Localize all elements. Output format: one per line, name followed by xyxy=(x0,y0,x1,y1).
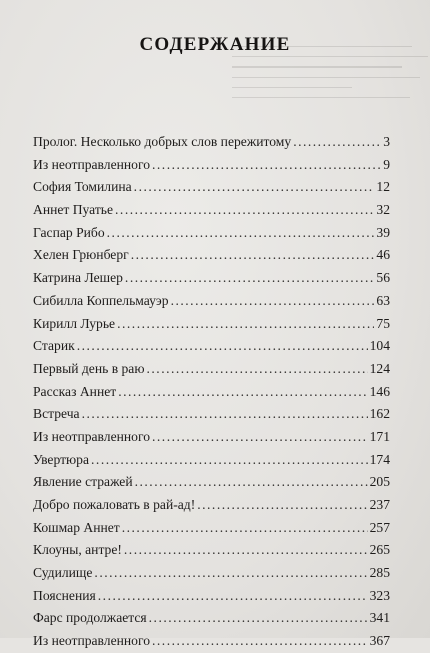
toc-entry-page: 237 xyxy=(369,497,390,512)
dot-leader xyxy=(124,539,368,562)
dot-leader xyxy=(107,222,375,245)
dot-leader xyxy=(147,358,368,381)
toc-entry-page: 124 xyxy=(369,360,390,376)
dot-leader xyxy=(94,562,367,585)
dot-leader xyxy=(293,131,381,154)
dot-leader xyxy=(125,267,374,290)
toc-entry xyxy=(33,358,390,381)
toc-entry xyxy=(33,335,390,358)
toc-entry xyxy=(33,313,390,336)
dot-leader xyxy=(171,290,375,313)
toc-entry-page: 367 xyxy=(369,633,390,649)
toc-entry xyxy=(33,426,390,449)
toc-entry xyxy=(33,449,390,472)
dot-leader xyxy=(135,471,368,494)
toc-entry-page: 3 xyxy=(383,134,390,149)
toc-entry-title: Пролог. Несколько добрых слов пережитому xyxy=(33,134,292,149)
dot-leader xyxy=(91,449,368,472)
toc-entry-title: София Томилина xyxy=(33,179,132,195)
toc-entry-title: Из неотправленного xyxy=(33,156,150,172)
dot-leader xyxy=(98,585,368,608)
toc-entry-title: Из неотправленного xyxy=(33,428,150,444)
toc-entry-title: Из неотправленного xyxy=(33,633,150,649)
toc-entry-title: Гаспар Рибо xyxy=(33,224,105,240)
table-of-contents xyxy=(33,131,390,653)
toc-entry xyxy=(33,131,390,154)
toc-entry-title: Сибилла Коппельмауэр xyxy=(33,292,169,308)
toc-entry xyxy=(33,222,390,245)
toc-entry-page: 146 xyxy=(369,383,390,399)
toc-entry-page: 63 xyxy=(376,292,390,308)
toc-entry-title: Рассказ Аннет xyxy=(33,383,117,399)
toc-entry-page: 257 xyxy=(369,519,390,535)
toc-entry xyxy=(33,176,390,199)
dot-leader xyxy=(152,630,368,653)
dot-leader xyxy=(122,517,368,540)
toc-entry-page: 174 xyxy=(369,451,390,467)
toc-entry-page: 12 xyxy=(376,179,390,195)
toc-entry xyxy=(33,244,390,267)
toc-entry-page: 265 xyxy=(369,542,390,558)
dot-leader xyxy=(134,176,375,199)
toc-entry-title: Хелен Грюнберг xyxy=(33,247,129,263)
toc-entry-title: Старик xyxy=(33,338,75,354)
toc-entry-page: 162 xyxy=(369,406,390,422)
toc-entry-title: Пояснения xyxy=(33,587,96,603)
toc-entry-page: 46 xyxy=(376,247,390,263)
dot-leader xyxy=(82,403,368,426)
toc-entry-page: 341 xyxy=(369,610,390,626)
toc-entry-page: 75 xyxy=(376,315,390,331)
toc-entry xyxy=(33,154,390,177)
toc-entry xyxy=(33,403,390,426)
dot-leader xyxy=(77,335,368,358)
toc-entry-title: Аннет Пуатье xyxy=(33,202,114,218)
toc-entry xyxy=(33,630,390,653)
toc-entry xyxy=(33,471,390,494)
toc-entry-title: Судилище xyxy=(33,565,93,581)
toc-entry xyxy=(33,539,390,562)
toc-entry-title: Кошмар Аннет xyxy=(33,519,120,535)
toc-entry-page: 205 xyxy=(369,474,390,490)
dot-leader xyxy=(149,607,368,630)
toc-entry-title: Кирилл Лурье xyxy=(33,315,116,331)
toc-entry-title: Добро пожаловать в рай-ад! xyxy=(33,497,196,512)
toc-entry-page: 323 xyxy=(369,587,390,603)
toc-entry-page: 104 xyxy=(369,338,390,354)
toc-entry xyxy=(33,585,390,608)
toc-entry-title: Явление стражей xyxy=(33,474,133,490)
toc-entry-title: Встреча xyxy=(33,406,80,422)
toc-entry-page: 32 xyxy=(376,202,390,218)
toc-entry xyxy=(33,267,390,290)
dot-leader xyxy=(152,154,381,177)
toc-entry-title: Увертюра xyxy=(33,451,90,467)
toc-entry-page: 285 xyxy=(369,565,390,581)
bleed-through-text xyxy=(232,46,430,120)
dot-leader xyxy=(131,244,375,267)
page-title: СОДЕРЖАНИЕ xyxy=(139,34,291,55)
toc-entry-title: Первый день в раю xyxy=(33,360,145,376)
dot-leader xyxy=(115,199,374,222)
toc-entry xyxy=(33,607,390,630)
toc-entry-title: Клоуны, антре! xyxy=(33,542,122,558)
toc-entry-page: 9 xyxy=(383,156,390,172)
toc-entry-title: Катрина Лешер xyxy=(33,270,123,286)
toc-entry-page: 56 xyxy=(376,270,390,286)
toc-entry xyxy=(33,199,390,222)
toc-entry xyxy=(33,517,390,540)
toc-entry xyxy=(33,381,390,404)
toc-entry-title: Фарс продолжается xyxy=(33,610,147,626)
dot-leader xyxy=(197,494,367,517)
dot-leader xyxy=(118,381,367,404)
toc-entry xyxy=(33,562,390,585)
dot-leader xyxy=(152,426,368,449)
toc-entry xyxy=(33,290,390,313)
toc-entry xyxy=(33,494,390,517)
toc-entry-page: 171 xyxy=(369,428,390,444)
toc-entry-page: 39 xyxy=(376,224,390,240)
dot-leader xyxy=(117,313,374,336)
